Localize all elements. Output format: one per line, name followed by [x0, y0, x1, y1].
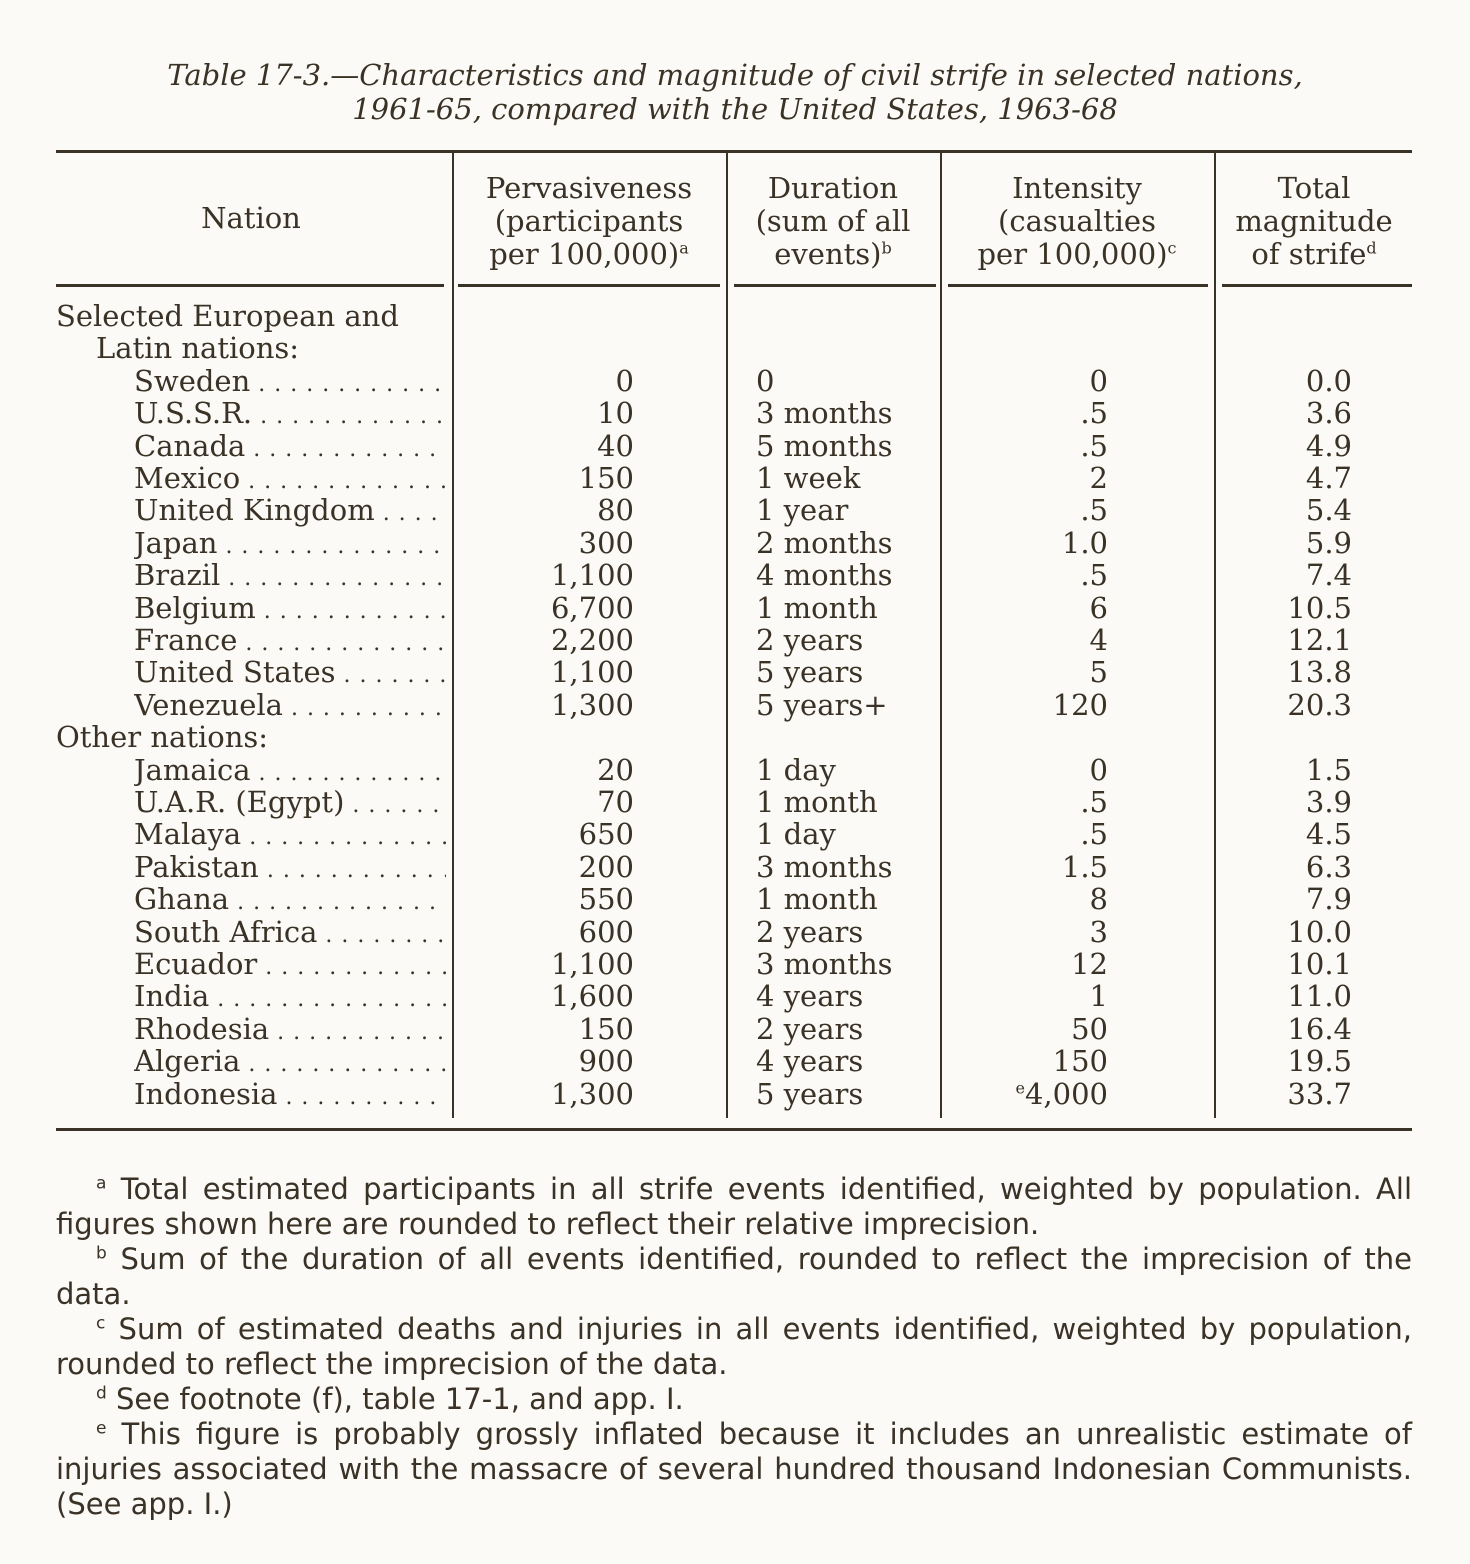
duration-cell: 1 month: [756, 590, 878, 625]
nation-cell: South Africa . . .: [134, 916, 446, 952]
intensity-cell: 3: [1089, 914, 1108, 949]
total-cell: 19.5: [1287, 1044, 1352, 1079]
duration-cell: 1 day: [756, 752, 836, 787]
table-row: [56, 397, 1412, 429]
duration-cell: 5 years: [756, 655, 864, 690]
group-label: [56, 721, 1412, 753]
pervasiveness-cell: 10: [597, 396, 634, 431]
footnote-mark: c: [1167, 238, 1177, 258]
intensity-cell: 4: [1089, 623, 1108, 657]
group-label: [56, 332, 1412, 364]
header-rule: [56, 284, 444, 287]
pervasiveness-cell: 6,700: [550, 590, 634, 625]
intensity-cell: 2: [1089, 461, 1108, 495]
header-nation: Nation: [201, 201, 301, 235]
pervasiveness-cell: 1,600: [550, 979, 634, 1014]
group-label-text: Latin nations:: [96, 332, 300, 365]
pervasiveness-cell: 20: [597, 752, 634, 787]
table-row: [56, 689, 1412, 721]
pervasiveness-cell: 1,100: [550, 558, 634, 593]
header-rule: [948, 284, 1208, 287]
table-row: [56, 786, 1412, 818]
total-cell: 1.5: [1305, 752, 1352, 787]
pervasiveness-cell: 0: [615, 363, 634, 398]
table-row: [56, 527, 1412, 559]
total-cell: 16.4: [1287, 1011, 1352, 1046]
footnote-e: $^e$ This figure is probably grossly inflated because it includes an unrealistic estimate of injuries associated with the massacre of several hundred thousand Indonesian Communists. (See app. I.): [56, 1417, 1413, 1521]
table-row: [56, 494, 1412, 526]
table-row: [56, 754, 1412, 786]
pervasiveness-cell: 2,200: [550, 623, 634, 657]
total-cell: 4.7: [1305, 461, 1352, 495]
duration-cell: 5 years+: [756, 687, 888, 722]
pervasiveness-cell: 650: [578, 817, 634, 852]
footnote-d: $^d$ See footnote (f), table 17-1, and app. I.: [96, 1382, 684, 1416]
footnote-mark: a: [679, 238, 689, 258]
pervasiveness-cell: 1,300: [550, 687, 634, 722]
total-cell: 6.3: [1305, 849, 1352, 884]
footnotes: [56, 1172, 1412, 1522]
intensity-cell: 6: [1089, 590, 1108, 625]
intensity-cell: .5: [1080, 817, 1108, 852]
table-row: [56, 430, 1412, 462]
total-cell: 3.9: [1305, 785, 1352, 819]
total-cell: 10.5: [1287, 590, 1352, 625]
nation-cell: United States . . .: [134, 656, 446, 692]
pervasiveness-cell: 600: [578, 914, 634, 949]
pervasiveness-cell: 550: [578, 882, 634, 917]
table-row: [56, 559, 1412, 591]
table-bottom-rule: [56, 1128, 1412, 1131]
header-duration: Duration (sum of all events)$^b$: [755, 171, 911, 271]
pervasiveness-cell: 1,100: [550, 655, 634, 690]
nation-cell: U.A.R. (Egypt) . . .: [134, 786, 446, 822]
nation-cell: Venezuela . . .: [134, 689, 446, 725]
caption-line-1: Table 17-3.—Characteristics and magnitude of civil strife in selected nations,: [167, 58, 1303, 92]
total-cell: 5.9: [1305, 525, 1352, 560]
nation-cell: U.S.S.R. . . .: [134, 397, 446, 433]
total-cell: 10.1: [1287, 947, 1352, 981]
nation-cell: Pakistan . . .: [134, 851, 446, 887]
total-cell: 4.5: [1305, 817, 1352, 852]
table-row: [56, 818, 1412, 850]
intensity-cell: 1.5: [1061, 849, 1108, 884]
duration-cell: 4 years: [756, 979, 864, 1014]
intensity-cell: 120: [1052, 687, 1108, 722]
nation-cell: Belgium . . .: [134, 592, 446, 628]
nation-cell: Jamaica . . .: [134, 754, 446, 790]
intensity-cell: 5: [1089, 655, 1108, 690]
header-rule: [458, 284, 720, 287]
intensity-cell: .5: [1080, 785, 1108, 819]
group-label: [56, 300, 1412, 332]
table-row: [56, 883, 1412, 915]
intensity-cell: 1.0: [1061, 525, 1108, 560]
nation-cell: Ecuador . . .: [134, 948, 446, 984]
total-cell: 7.4: [1305, 558, 1352, 593]
header-rule: [1222, 284, 1412, 287]
duration-cell: 5 months: [756, 428, 893, 463]
intensity-cell: 8: [1089, 882, 1108, 917]
header-pervasiveness: Pervasiveness (participants per 100,000)$^a$: [485, 171, 693, 271]
group-label-text: Selected European and: [56, 300, 399, 332]
pervasiveness-cell: 150: [578, 461, 634, 495]
total-cell: 33.7: [1287, 1076, 1352, 1111]
nation-cell: Rhodesia . . .: [134, 1013, 446, 1049]
total-cell: 3.6: [1305, 396, 1352, 431]
table-row: [56, 851, 1412, 883]
table-row: [56, 980, 1412, 1012]
total-cell: 20.3: [1287, 687, 1352, 722]
total-cell: 4.9: [1305, 428, 1352, 463]
intensity-cell: 1: [1089, 979, 1108, 1014]
table-row: [56, 592, 1412, 624]
table-row: [56, 462, 1412, 494]
nation-cell: Algeria . . .: [134, 1045, 446, 1081]
intensity-cell: .5: [1080, 558, 1108, 593]
pervasiveness-cell: 1,300: [550, 1076, 634, 1111]
duration-cell: 1 week: [756, 461, 861, 495]
duration-cell: 0: [756, 363, 775, 398]
duration-cell: 2 years: [756, 914, 864, 949]
table-row: [56, 624, 1412, 656]
table-caption: [0, 58, 1470, 126]
table-row: [56, 916, 1412, 948]
nation-cell: Ghana . . .: [134, 883, 446, 919]
pervasiveness-cell: 900: [578, 1044, 634, 1079]
pervasiveness-cell: 40: [597, 428, 634, 463]
intensity-cell: $^e$4,000: [1015, 1076, 1108, 1111]
duration-cell: 3 months: [756, 396, 893, 431]
header-total: Total magnitude of strife$^d$: [1235, 171, 1393, 271]
total-cell: 0.0: [1305, 363, 1352, 398]
table-row: [56, 1078, 1412, 1110]
pervasiveness-cell: 80: [597, 493, 634, 528]
table-row: [56, 365, 1412, 397]
nation-cell: Canada . . .: [134, 430, 446, 466]
duration-cell: 1 year: [756, 493, 849, 528]
duration-cell: 2 months: [756, 525, 893, 560]
duration-cell: 2 years: [756, 1011, 864, 1046]
intensity-cell: 150: [1052, 1044, 1108, 1079]
total-cell: 5.4: [1305, 493, 1352, 528]
pervasiveness-cell: 300: [578, 525, 634, 560]
nation-cell: United Kingdom . . .: [134, 494, 446, 530]
pervasiveness-cell: 150: [578, 1011, 634, 1046]
table-row: [56, 1045, 1412, 1077]
footnote-b: $^b$ Sum of the duration of all events identified, rounded to reflect the imprecision of the data.: [56, 1242, 1412, 1311]
duration-cell: 1 month: [756, 785, 878, 819]
nation-cell: India . . .: [134, 980, 446, 1016]
intensity-cell: .5: [1080, 396, 1108, 431]
duration-cell: 4 years: [756, 1044, 864, 1079]
duration-cell: 1 day: [756, 817, 836, 852]
pervasiveness-cell: 1,100: [550, 947, 634, 981]
intensity-cell: .5: [1080, 428, 1108, 463]
footnote-mark: d: [1366, 238, 1377, 258]
table-row: [56, 1013, 1412, 1045]
nation-cell: Malaya . . .: [134, 818, 446, 854]
duration-cell: 3 months: [756, 947, 893, 981]
nation-cell: Sweden . . .: [134, 365, 446, 401]
table-top-rule: [56, 150, 1412, 153]
nation-cell: Brazil . . .: [134, 559, 446, 595]
header-intensity: Intensity (casualties per 100,000)$^c$: [977, 171, 1177, 271]
total-cell: 11.0: [1287, 979, 1352, 1014]
table-row: [56, 656, 1412, 688]
nation-cell: Japan . . .: [134, 527, 446, 563]
total-cell: 10.0: [1287, 914, 1352, 949]
total-cell: 13.8: [1287, 655, 1352, 690]
duration-cell: 2 years: [756, 623, 864, 657]
nation-cell: France . . .: [134, 624, 446, 660]
group-label-text: Other nations:: [56, 721, 269, 754]
footnote-c: $^c$ Sum of estimated deaths and injuries in all events identified, weighted by population, rounded to reflect the imprecision of the data.: [56, 1312, 1412, 1381]
duration-cell: 4 months: [756, 558, 893, 593]
table-row: [56, 948, 1412, 980]
pervasiveness-cell: 200: [578, 849, 634, 884]
nation-cell: Indonesia . . .: [134, 1078, 446, 1114]
intensity-cell: 50: [1071, 1011, 1108, 1046]
duration-cell: 5 years: [756, 1076, 864, 1111]
intensity-cell: 12: [1071, 947, 1108, 981]
total-cell: 12.1: [1287, 623, 1352, 657]
footnote-mark: b: [881, 238, 892, 258]
intensity-cell: .5: [1080, 493, 1108, 528]
footnote-mark: e: [1015, 1077, 1025, 1097]
intensity-cell: 0: [1089, 752, 1108, 787]
duration-cell: 1 month: [756, 882, 878, 917]
footnote-a: $^a$ Total estimated participants in all strife events identified, weighted by population. All figures shown here are rounded to reflect their relative imprecision.: [56, 1172, 1413, 1241]
total-cell: 7.9: [1305, 882, 1352, 917]
caption-line-2: 1961-65, compared with the United States, 1963-68: [352, 92, 1118, 126]
duration-cell: 3 months: [756, 849, 893, 884]
intensity-cell: 0: [1089, 363, 1108, 398]
nation-cell: Mexico . . .: [134, 462, 446, 498]
pervasiveness-cell: 70: [597, 785, 634, 819]
header-rule: [734, 284, 936, 287]
